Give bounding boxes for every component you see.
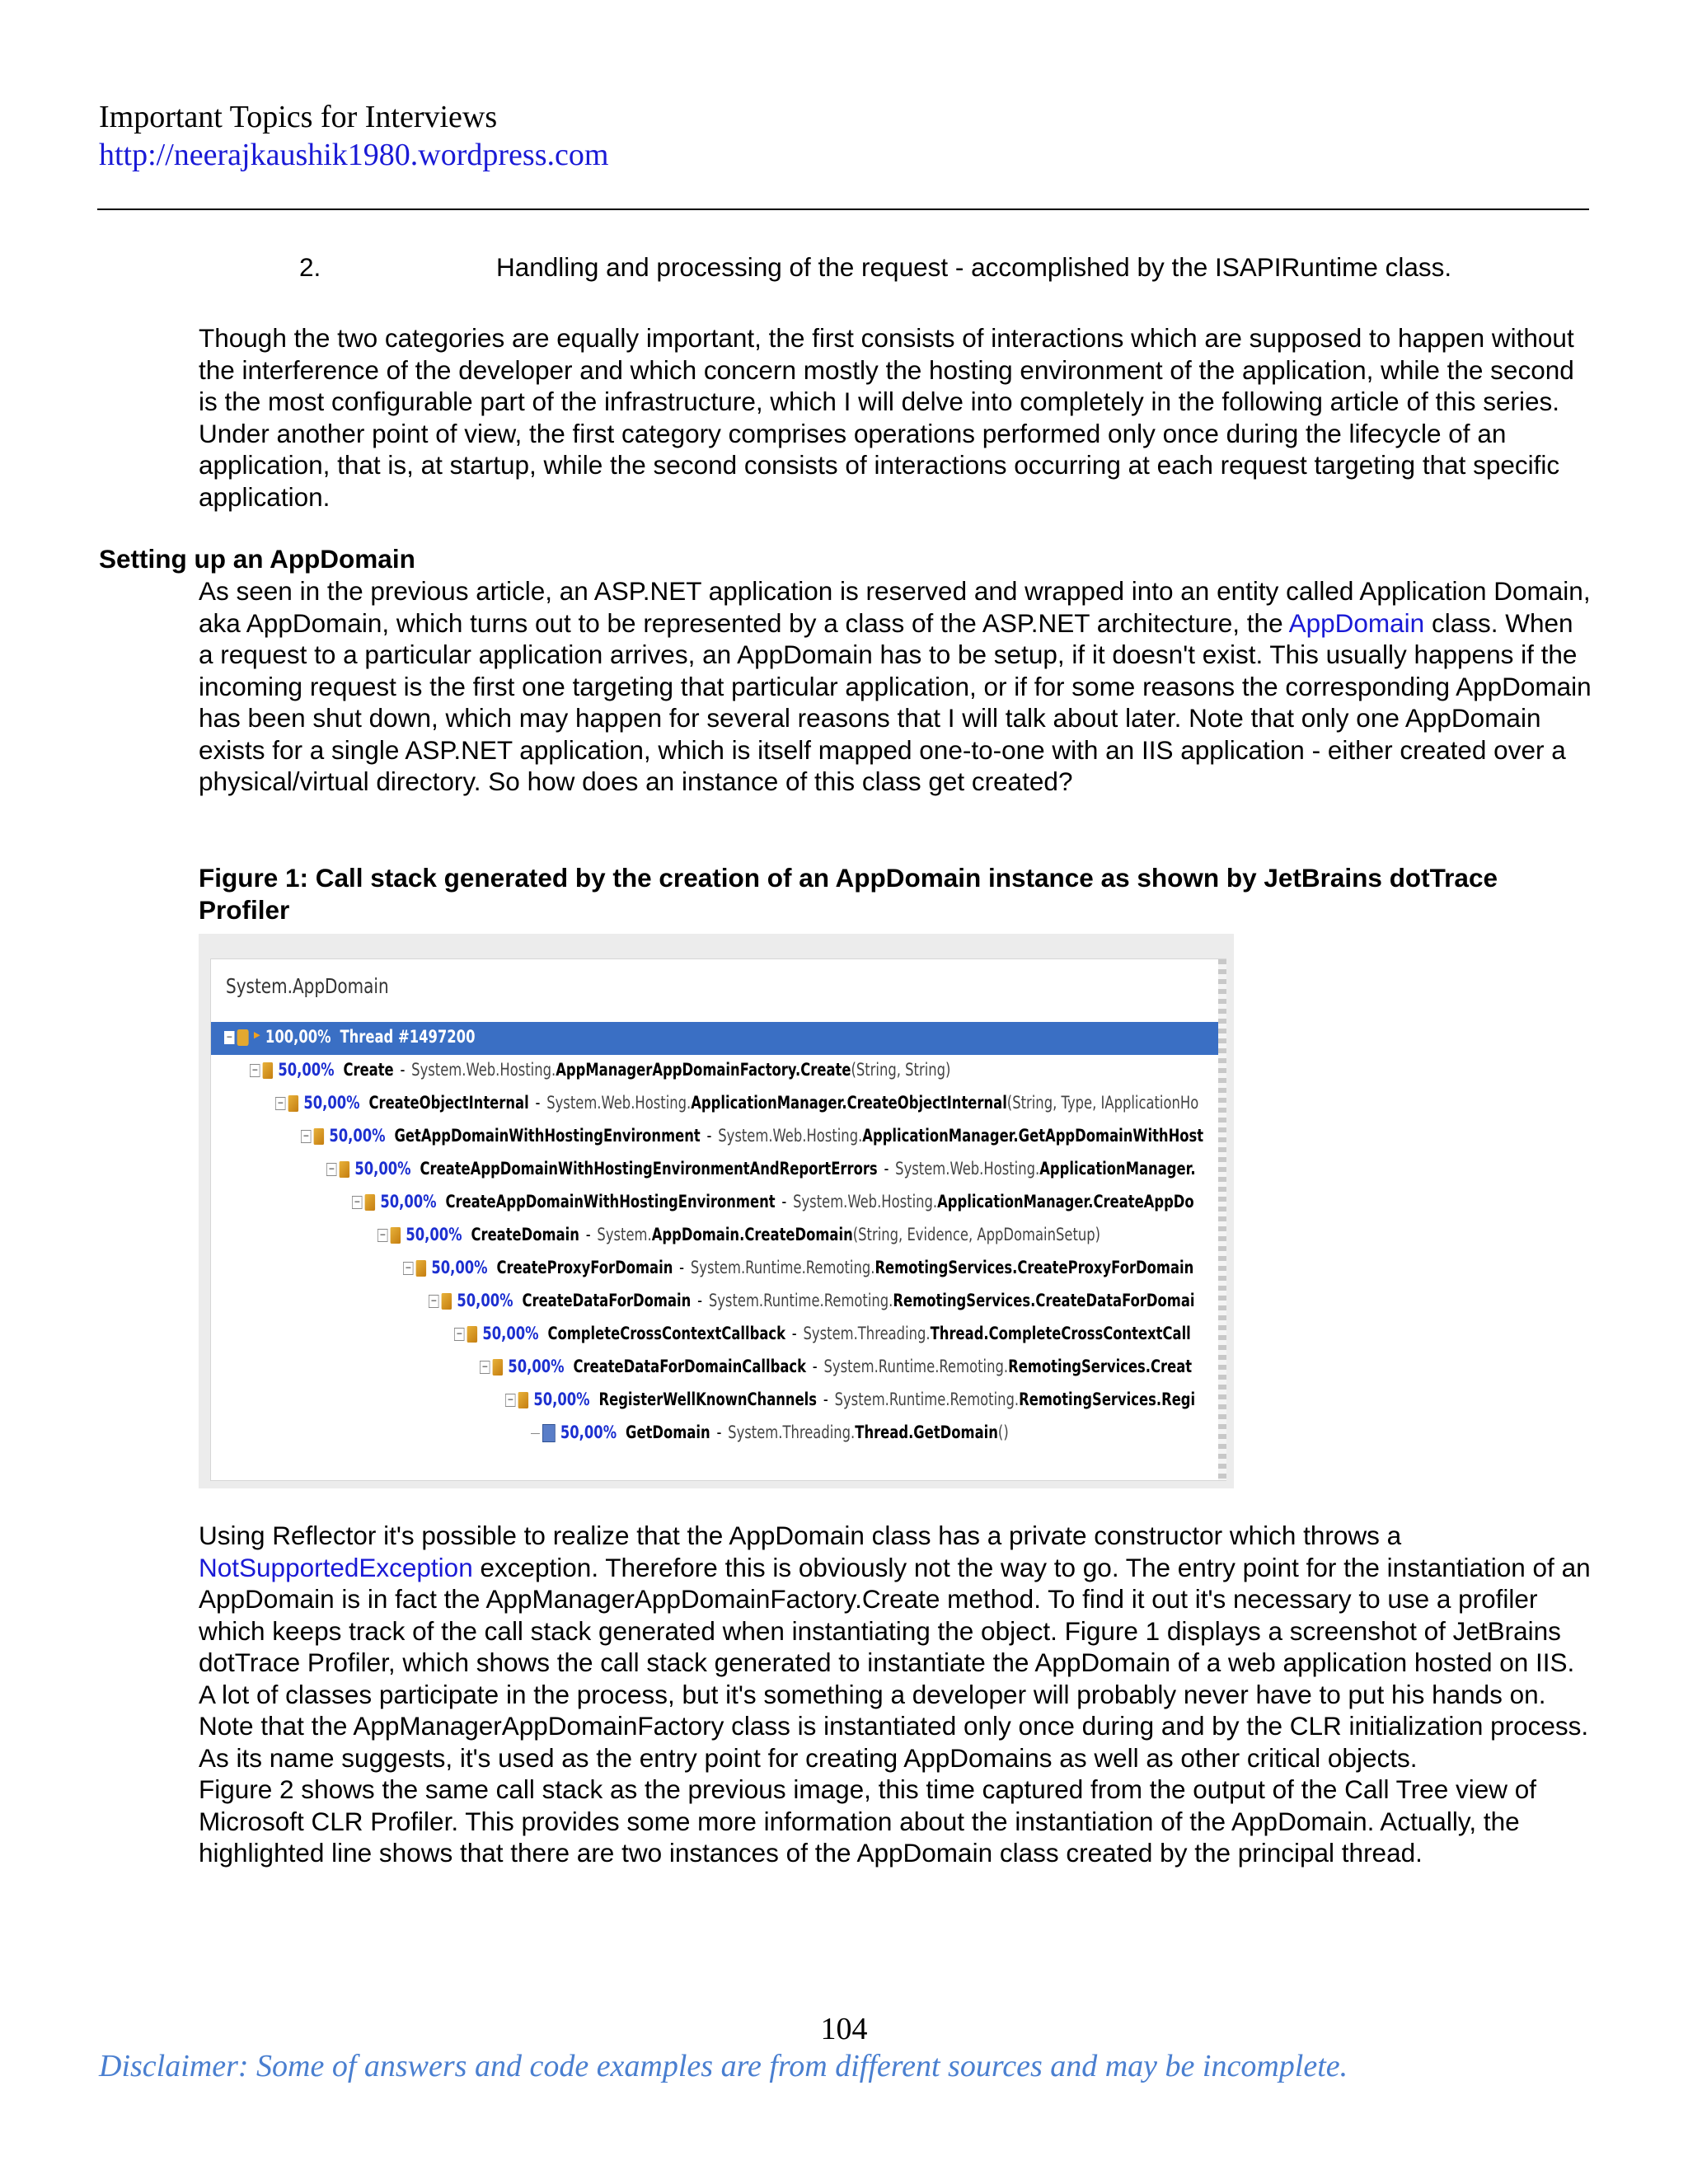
list-item-number: 2. <box>299 252 321 282</box>
profiler-scrollbar-edge <box>1218 959 1226 1480</box>
call-namespace: System.Web.Hosting. <box>411 1060 556 1080</box>
call-namespace: System. <box>597 1225 652 1244</box>
call-name: CompleteCrossContextCallback <box>547 1324 786 1343</box>
collapse-icon[interactable]: − <box>275 1097 285 1110</box>
intro-paragraphs <box>199 322 1592 513</box>
call-percent: 50,00% <box>278 1060 335 1080</box>
call-namespace: System.Web.Hosting. <box>895 1159 1040 1179</box>
call-name: CreateAppDomainWithHostingEnvironment <box>445 1192 776 1212</box>
call-tree-row[interactable] <box>211 1187 1226 1220</box>
profiler-screenshot <box>199 934 1234 1488</box>
call-name: CreateObjectInternal <box>368 1093 529 1113</box>
figure-caption: Figure 1: Call stack generated by the creation of an AppDomain instance as shown by JetBrains dotTrace Profiler <box>199 863 1498 925</box>
list-item-text: Handling and processing of the request - accomplished by the ISAPIRuntime class. <box>496 252 1452 282</box>
function-icon <box>365 1194 375 1211</box>
call-tree-row[interactable] <box>211 1022 1226 1055</box>
section-body <box>199 575 1592 798</box>
function-icon <box>391 1227 401 1244</box>
call-percent: 50,00% <box>329 1126 386 1146</box>
method-leaf-icon <box>542 1424 556 1442</box>
call-name: CreateAppDomainWithHostingEnvironmentAndReportErrors <box>420 1159 878 1179</box>
section-paragraph-1-start: As seen in the previous article, an ASP.NET application is reserved and wrapped into an entity called Application Domain, aka AppDomain, which turns out to be represented by a class of the ASP.NET architecture, the <box>199 576 1591 638</box>
intro-paragraph-1: Though the two categories are equally important, the first consists of interactions which are supposed to happen without the interference of the developer and which concern mostly the hosting environment of the application, while the second is the most configurable part of the infrastructure, which I will delve into completely in the following article of this series. <box>199 323 1574 416</box>
call-tree-row[interactable] <box>211 1352 1226 1385</box>
call-method: RemotingServices.Creat <box>1008 1357 1193 1376</box>
call-percent: 50,00% <box>431 1258 488 1277</box>
call-tree-row[interactable] <box>211 1055 1226 1088</box>
call-arguments: () <box>997 1422 1009 1442</box>
function-icon <box>416 1260 426 1277</box>
function-icon <box>442 1293 452 1310</box>
profiler-panel <box>210 958 1226 1481</box>
header-divider <box>97 209 1589 210</box>
call-tree-row[interactable] <box>211 1319 1226 1352</box>
call-name: CreateProxyForDomain <box>496 1258 673 1277</box>
function-icon <box>314 1128 324 1145</box>
function-icon <box>340 1161 349 1178</box>
call-name: GetDomain <box>626 1422 710 1442</box>
appdomain-link[interactable]: AppDomain <box>1288 607 1425 638</box>
function-icon <box>263 1062 273 1079</box>
profiler-title: System.AppDomain <box>226 974 389 998</box>
after-paragraph-1-start: Using Reflector it's possible to realize that the AppDomain class has a private constructor which throws a <box>199 1521 1402 1550</box>
call-percent: 50,00% <box>380 1192 437 1212</box>
call-method: RemotingServices.CreateDataForDomai <box>893 1291 1195 1310</box>
call-name: Create <box>343 1060 394 1080</box>
call-percent: 50,00% <box>533 1390 590 1409</box>
page-number: 104 <box>820 2012 868 2046</box>
call-percent: 50,00% <box>482 1324 539 1343</box>
after-figure-text <box>199 1520 1592 1869</box>
call-name: CreateDomain <box>471 1225 579 1244</box>
call-separator: - <box>716 1422 722 1442</box>
call-arguments: (String, String) <box>851 1060 951 1080</box>
disclaimer: Disclaimer: Some of answers and code examples are from different sources and may be incomplete. <box>99 2049 1348 2083</box>
call-tree-row[interactable] <box>211 1088 1226 1121</box>
after-paragraph-3: Figure 2 shows the same call stack as the previous image, this time captured from the output of the Call Tree view of Microsoft CLR Profiler. This provides some more information about the instantiation of the AppDomain. Actually, the highlighted line shows that there are two instances of the AppDomain class created by the principal thread. <box>199 1774 1537 1868</box>
section-paragraph-1 <box>199 575 1592 798</box>
call-separator: - <box>884 1159 889 1179</box>
call-namespace: System.Web.Hosting. <box>718 1126 863 1146</box>
function-icon <box>288 1095 298 1112</box>
call-name: CreateDataForDomain <box>522 1291 692 1310</box>
call-namespace: System.Runtime.Remoting. <box>708 1291 893 1310</box>
call-method: ApplicationManager.CreateObjectInternal <box>691 1093 1007 1113</box>
section-paragraph-1-end: class. When a request to a particular application arrives, an AppDomain has to be setup, if it doesn't exist. This usually happens if the incoming request is the first one targeting that particular application, or if for some reasons the corresponding AppDomain has been shut down, which may happen for several reasons that I will talk about later. Note that only one AppDomain exists for a single ASP.NET application, which is itself mapped one-to-one with an IIS application - either created over a physical/virtual directory. So how does an instance of this class get created? <box>199 607 1592 796</box>
call-namespace: System.Web.Hosting. <box>546 1093 692 1113</box>
thread-icon <box>237 1029 249 1046</box>
collapse-icon[interactable]: − <box>454 1328 464 1341</box>
intro-paragraph-2: Under another point of view, the first category comprises operations performed only once during the lifecycle of an application, that is, at startup, while the second consists of interactions occurring at each request targeting that specific application. <box>199 418 1560 512</box>
call-method: Thread.GetDomain <box>855 1422 998 1442</box>
call-tree-row[interactable] <box>211 1253 1226 1286</box>
section-heading: Setting up an AppDomain <box>99 544 415 574</box>
call-separator: - <box>791 1324 797 1343</box>
after-paragraph-2: Note that the AppManagerAppDomainFactory class is instantiated only once during and by the CLR initialization process. As its name suggests, it's used as the entry point for creating AppDomains as well as other critical objects. <box>199 1711 1589 1773</box>
call-tree-row[interactable] <box>211 1121 1226 1154</box>
tree-connector <box>531 1433 540 1434</box>
call-arguments: (String, Evidence, AppDomainSetup) <box>852 1225 1101 1244</box>
call-tree-row[interactable] <box>211 1220 1226 1253</box>
call-separator: - <box>823 1390 828 1409</box>
collapse-icon[interactable]: − <box>352 1196 362 1209</box>
collapse-icon[interactable]: − <box>250 1064 260 1077</box>
function-icon <box>518 1392 528 1408</box>
call-percent: 50,00% <box>354 1159 411 1179</box>
call-name: Thread #1497200 <box>340 1027 476 1047</box>
call-separator: - <box>697 1291 703 1310</box>
call-method: AppDomain.CreateDomain <box>651 1225 853 1244</box>
call-tree <box>211 1022 1226 1451</box>
after-paragraph-1 <box>199 1520 1592 1710</box>
call-method: Thread.CompleteCrossContextCall <box>930 1324 1191 1343</box>
call-percent: 50,00% <box>508 1357 565 1376</box>
call-separator: - <box>535 1093 541 1113</box>
collapse-icon[interactable]: − <box>403 1262 413 1275</box>
flag-icon <box>254 1032 260 1043</box>
call-tree-row[interactable] <box>211 1418 1226 1451</box>
call-tree-row[interactable] <box>211 1154 1226 1187</box>
call-separator: - <box>679 1258 685 1277</box>
call-percent: 100,00% <box>265 1027 331 1047</box>
call-name: GetAppDomainWithHostingEnvironment <box>394 1126 701 1146</box>
collapse-icon[interactable]: − <box>505 1394 515 1407</box>
call-method: RemotingServices.Regi <box>1019 1390 1196 1409</box>
call-namespace: System.Runtime.Remoting. <box>823 1357 1009 1376</box>
call-name: RegisterWellKnownChannels <box>598 1390 818 1409</box>
call-tree-row[interactable] <box>211 1286 1226 1319</box>
header-title: Important Topics for Interviews <box>99 100 498 134</box>
call-namespace: System.Web.Hosting. <box>793 1192 938 1212</box>
collapse-icon[interactable]: − <box>224 1031 234 1044</box>
call-percent: 50,00% <box>560 1422 617 1442</box>
call-name: CreateDataForDomainCallback <box>573 1357 806 1376</box>
call-method: ApplicationManager. <box>1039 1159 1196 1179</box>
collapse-icon[interactable]: − <box>429 1295 438 1308</box>
call-method: AppManagerAppDomainFactory.Create <box>556 1060 851 1080</box>
call-namespace: System.Threading. <box>728 1422 856 1442</box>
call-separator: - <box>781 1192 787 1212</box>
call-separator: - <box>706 1126 712 1146</box>
call-method: ApplicationManager.GetAppDomainWithHost <box>862 1126 1204 1146</box>
collapse-icon[interactable]: − <box>301 1130 311 1143</box>
call-method: RemotingServices.CreateProxyForDomain <box>874 1258 1194 1277</box>
call-method: ApplicationManager.CreateAppDo <box>937 1192 1194 1212</box>
notsupportedexception-link[interactable]: NotSupportedException <box>199 1552 473 1582</box>
call-namespace: System.Runtime.Remoting. <box>834 1390 1020 1409</box>
call-percent: 50,00% <box>406 1225 462 1244</box>
call-separator: - <box>400 1060 406 1080</box>
function-icon <box>493 1359 503 1376</box>
call-separator: - <box>812 1357 818 1376</box>
call-percent: 50,00% <box>457 1291 513 1310</box>
call-percent: 50,00% <box>303 1093 360 1113</box>
collapse-icon[interactable]: − <box>326 1163 336 1176</box>
header-url-link[interactable]: http://neerajkaushik1980.wordpress.com <box>99 138 609 172</box>
function-icon <box>467 1326 477 1343</box>
collapse-icon[interactable]: − <box>480 1361 490 1374</box>
call-arguments: (String, Type, IApplicationHo <box>1006 1093 1199 1113</box>
after-paragraph-1-end: exception. Therefore this is obviously not the way to go. The entry point for the instantiation of an AppDomain is in fact the AppManagerAppDomainFactory.Create method. To find it out it's necessary to use a profiler which keeps track of the call stack generated when instantiating the object. Figure 1 displays a screenshot of JetBrains dotTrace Profiler, which shows the call stack generated to instantiate the AppDomain of a web application hosted on IIS. A lot of classes participate in the process, but it's something a developer will probably never have to put his hands on. <box>199 1552 1591 1709</box>
collapse-icon[interactable]: − <box>377 1229 387 1242</box>
call-tree-row[interactable] <box>211 1385 1226 1418</box>
call-separator: - <box>585 1225 591 1244</box>
call-namespace: System.Runtime.Remoting. <box>690 1258 875 1277</box>
call-namespace: System.Threading. <box>803 1324 931 1343</box>
